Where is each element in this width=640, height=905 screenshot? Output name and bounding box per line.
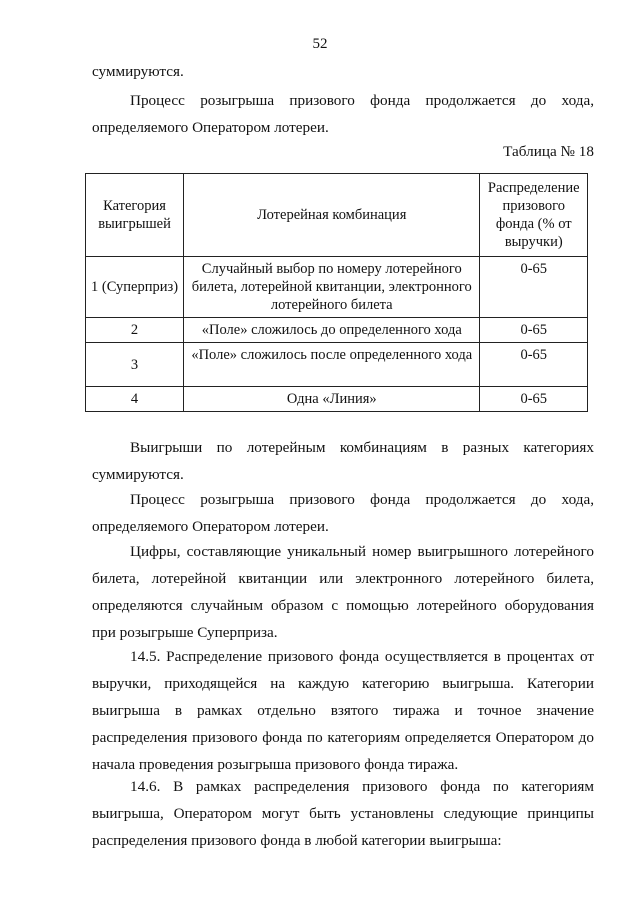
cell-combination: Случайный выбор по номеру лотерейного билета, лотерейной квитанции, электронного лотерейного билета — [184, 257, 480, 318]
paragraph-process-repeat: Процесс розыгрыша призового фонда продолжается до хода, определяемого Оператором лотереи. — [92, 491, 594, 535]
paragraph-unique-number: Цифры, составляющие уникальный номер выигрышного лотерейного билета, лотерейной квитанции или электронного лотерейного билета, определяются случайным образом с помощью лотерейного оборудования при розыгрыше Суперприза. — [92, 543, 594, 641]
prize-distribution-table — [85, 173, 588, 412]
cell-distribution: 0-65 — [480, 387, 588, 412]
cell-distribution: 0-65 — [480, 257, 588, 318]
table-row — [86, 387, 588, 412]
cell-category: 4 — [86, 387, 184, 412]
table-row — [86, 318, 588, 343]
cell-combination: Одна «Линия» — [184, 387, 480, 412]
paragraph-continuation: суммируются. — [92, 63, 184, 80]
header-combination: Лотерейная комбинация — [184, 174, 480, 257]
table-header-row — [86, 174, 588, 257]
cell-category: 2 — [86, 318, 184, 343]
paragraph-14-6: 14.6. В рамках распределения призового фонда по категориям выигрыша, Оператором могут быть установлены следующие принципы распределения призового фонда в любой категории выигрыша: — [92, 778, 594, 849]
cell-combination: «Поле» сложилось до определенного хода — [184, 318, 480, 343]
header-category: Категория выигрышей — [86, 174, 184, 257]
page-number: 52 — [312, 36, 328, 52]
paragraph-process: Процесс розыгрыша призового фонда продолжается до хода, определяемого Оператором лотереи. — [92, 92, 594, 136]
paragraph-14-5: 14.5. Распределение призового фонда осуществляется в процентах от выручки, приходящейся на каждую категорию выигрыша. Категории выигрыша в рамках отдельно взятого тиража и точное значение распределения призового фонда по категориям определяется Оператором до начала проведения розыгрыша призового фонда тиража. — [92, 648, 594, 773]
cell-combination: «Поле» сложилось после определенного хода — [184, 343, 480, 387]
cell-distribution: 0-65 — [480, 318, 588, 343]
header-distribution: Распределение призового фонда (% от выручки) — [480, 174, 588, 257]
cell-category: 1 (Суперприз) — [86, 257, 184, 318]
paragraph-winnings-summed: Выигрыши по лотерейным комбинациям в разных категориях суммируются. — [92, 439, 594, 483]
table-caption: Таблица № 18 — [503, 143, 594, 160]
table-row — [86, 343, 588, 387]
table-row — [86, 257, 588, 318]
cell-category: 3 — [86, 343, 184, 387]
cell-distribution: 0-65 — [480, 343, 588, 387]
